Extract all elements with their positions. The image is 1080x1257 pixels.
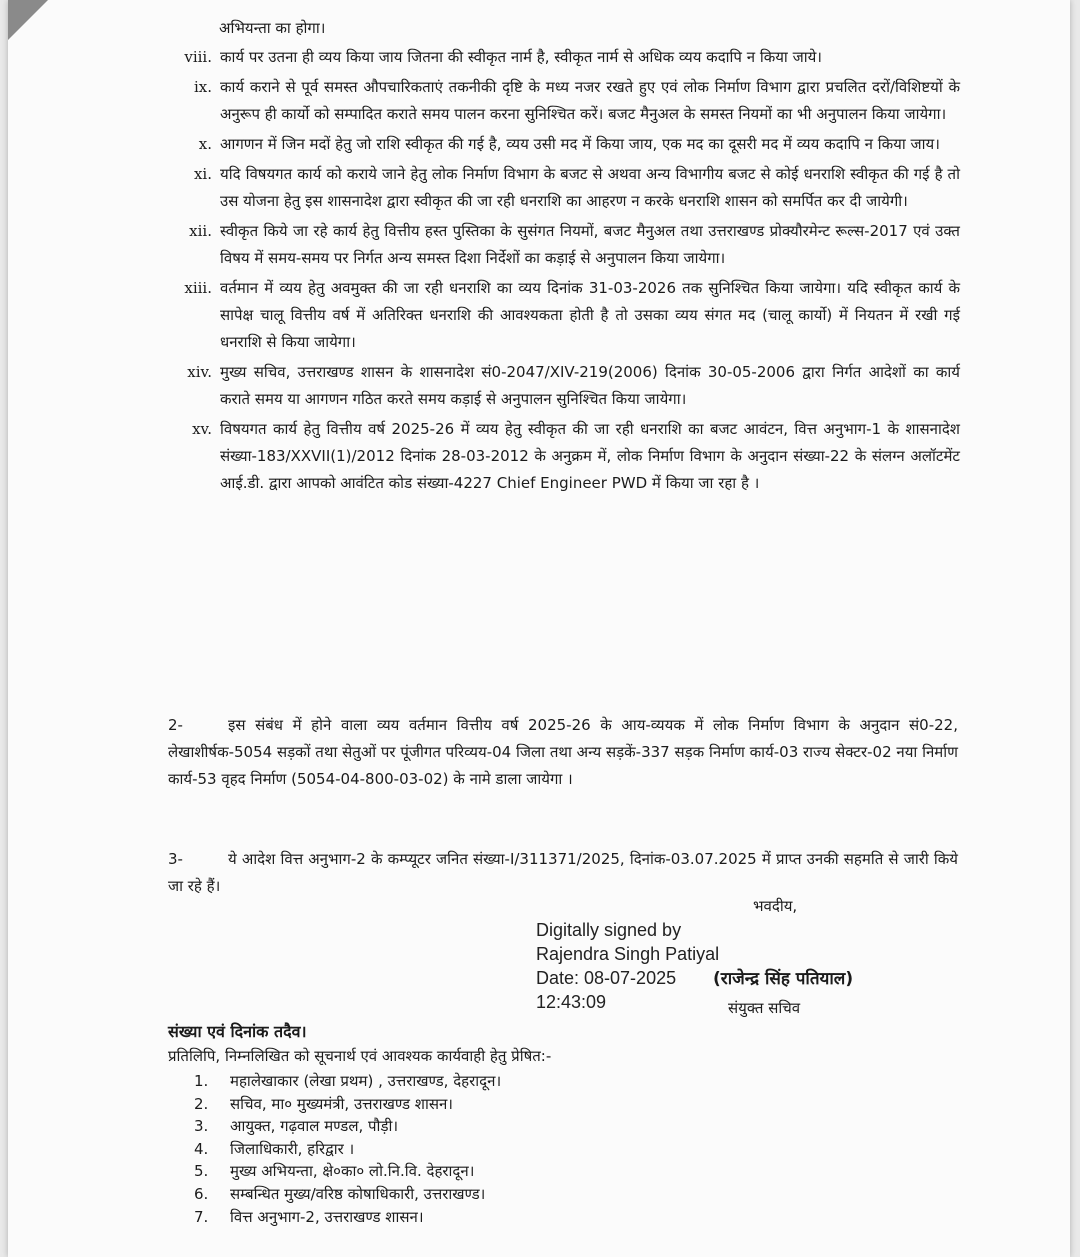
clause-text: विषयगत कार्य हेतु वित्तीय वर्ष 2025-26 में व्यय हेतु स्वीकृत की जा रही धनराशि का बजट आवंटन, वित्त अनुभाग-1 के शासनादेश संख्या-183/XXVII(1)/2012 दिनांक 28-03-2012 के अनुक्रम में, लोक निर्माण विभाग के अनुदान संख्या-22 के संलग्न अलॉटमेंट आई.डी. द्वारा आपको आवंटित कोड संख्या-4227 Chief Engineer PWD में किया जा रहा है ।: [220, 420, 960, 492]
copy-intro: प्रतिलिपि, निम्नलिखित को सूचनार्थ एवं आवश्यक कार्यवाही हेतु प्रेषित:-: [168, 1047, 552, 1065]
clause-number: xi.: [193, 165, 212, 183]
clause-number: ix.: [193, 78, 212, 96]
list-number: 4.: [194, 1139, 209, 1158]
signature-line: Rajendra Singh Patiyal: [536, 944, 720, 964]
signer-designation: संयुक्त सचिव: [728, 999, 801, 1017]
list-item: [194, 1206, 501, 1229]
document-page: [8, 0, 1070, 1257]
clause-text: यदि विषयगत कार्य को कराये जाने हेतु लोक निर्माण विभाग के बजट से अथवा अन्य विभागीय बजट से कोई धनराशि स्वीकृत की गई है तो उस योजना हेतु इस शासनादेश द्वारा स्वीकृत की जा रही धनराशि का आहरण न करके धनराशि शासन को समर्पित कर दी जायेगी।: [220, 165, 960, 210]
list-item: [194, 1138, 501, 1161]
reference-line: संख्या एवं दिनांक तदैव।: [168, 1022, 307, 1041]
closing-salutation: भवदीय,: [753, 897, 798, 915]
clause-text: वर्तमान में व्यय हेतु अवमुक्त की जा रही धनराशि का व्यय दिनांक 31-03-2026 तक सुनिश्चित किया जायेगा। यदि स्वीकृत कार्य के सापेक्ष चालू वित्तीय वर्ष में अतिरिक्त धनराशि की आवश्यकता होती है तो उसका व्यय संगत मद (चालू कार्यो) में नियतन में रखी गई धनराशि से किया जायेगा।: [220, 279, 960, 351]
list-item: [194, 1183, 501, 1206]
clause-list: [168, 44, 968, 500]
list-text: वित्त अनुभाग-2, उत्तराखण्ड शासन।: [230, 1207, 424, 1226]
list-number: 7.: [194, 1207, 209, 1226]
clause-number: xv.: [192, 420, 212, 438]
clause-text: कार्य पर उतना ही व्यय किया जाय जितना की स्वीकृत नार्म है, स्वीकृत नार्म से अधिक व्यय कदापि न किया जाये।: [220, 48, 822, 66]
signer-name: (राजेन्द्र सिंह पतियाल): [713, 969, 854, 989]
clause-text: आगणन में जिन मदों हेतु जो राशि स्वीकृत की गई है, व्यय उसी मद में किया जाय, एक मद का दूसरी मद में व्यय कदापि न किया जाय।: [220, 135, 940, 153]
list-item: [194, 1160, 501, 1183]
list-number: 2.: [194, 1094, 209, 1113]
clause-number: x.: [198, 135, 212, 153]
clause-number: xiv.: [187, 363, 212, 381]
signature-line: Date: 08-07-2025: [536, 968, 677, 988]
clause-item: [168, 74, 968, 128]
paragraph-number: 3-: [168, 850, 183, 868]
clause-item: [168, 218, 968, 272]
paragraph-3: [168, 846, 958, 900]
clause-number: viii.: [184, 48, 212, 66]
list-text: महालेखाकार (लेखा प्रथम) , उत्तराखण्ड, देहरादून।: [230, 1072, 502, 1090]
signature-line: Digitally signed by: [536, 920, 682, 940]
paragraph-number: 2-: [168, 716, 183, 734]
paragraph-2: [168, 712, 958, 793]
clause-number: xiii.: [184, 279, 212, 297]
clause-item: [168, 359, 968, 413]
paragraph-text: ये आदेश वित्त अनुभाग-2 के कम्प्यूटर जनित संख्या-I/311371/2025, दिनांक-03.07.2025 में प्राप्त उनकी सहमति से जारी किये जा रहे हैं।: [168, 850, 958, 895]
clause-item: [168, 275, 968, 356]
list-item: [194, 1093, 501, 1116]
clause-item: [168, 131, 968, 158]
list-text: जिलाधिकारी, हरिद्वार ।: [230, 1139, 355, 1158]
list-text: सम्बन्धित मुख्य/वरिष्ठ कोषाधिकारी, उत्तराखण्ड।: [230, 1184, 486, 1203]
clause-item: [168, 416, 968, 497]
list-item: [194, 1070, 501, 1093]
clause-text: स्वीकृत किये जा रहे कार्य हेतु वित्तीय हस्त पुस्तिका के सुसंगत नियमों, बजट मैनुअल तथा उत्तराखण्ड प्रोक्यौरमेन्ट रूल्स-2017 एवं उक्त विषय में समय-समय पर निर्गत अन्य समस्त दिशा निर्देशों का कड़ाई से अनुपालन किया जायेगा।: [220, 222, 960, 267]
list-text: मुख्य अभियन्ता, क्षे०का० लो.नि.वि. देहरादून।: [230, 1162, 475, 1181]
document-content: [8, 0, 1070, 1257]
list-number: 3.: [194, 1117, 209, 1136]
continued-line: अभियन्ता का होगा।: [219, 19, 326, 37]
list-number: 6.: [194, 1184, 209, 1203]
list-text: सचिव, मा० मुख्यमंत्री, उत्तराखण्ड शासन।: [230, 1094, 453, 1113]
list-number: 1.: [194, 1072, 209, 1090]
list-text: आयुक्त, गढ़वाल मण्डल, पौड़ी।: [230, 1117, 399, 1136]
list-item: [194, 1115, 501, 1138]
clause-item: [168, 161, 968, 215]
clause-number: xii.: [189, 222, 212, 240]
digital-signature-block: [536, 918, 719, 1014]
signature-line: 12:43:09: [536, 992, 607, 1012]
clause-text: कार्य कराने से पूर्व समस्त औपचारिकताएं तकनीकी दृष्टि के मध्य नजर रखते हुए एवं लोक निर्माण विभाग द्वारा प्रचलित दरों/विशिष्टयों के अनुरूप ही कार्यो को सम्पादित कराते समय पालन करना सुनिश्चित करें। बजट मैनुअल के समस्त नियमों का भी अनुपालन किया जायेगा।: [220, 78, 960, 123]
list-number: 5.: [194, 1162, 209, 1181]
clause-text: मुख्य सचिव, उत्तराखण्ड शासन के शासनादेश सं0-2047/XIV-219(2006) दिनांक 30-05-2006 द्वारा निर्गत आदेशों का कार्य कराते समय या आगणन गठित करते समय कड़ाई से अनुपालन सुनिश्चित किया जायेगा।: [220, 363, 960, 408]
clause-item: [168, 44, 968, 71]
paragraph-text: इस संबंध में होने वाला व्यय वर्तमान वित्तीय वर्ष 2025-26 के आय-व्ययक में लोक निर्माण विभाग के अनुदान सं0-22, लेखाशीर्षक-5054 सड़कों तथा सेतुओं पर पूंजीगत परिव्यय-04 जिला तथा अन्य सड़कें-337 सड़क निर्माण कार्य-03 राज्य सेक्टर-02 नया निर्माण कार्य-53 वृहद निर्माण (5054-04-800-03-02) के नामे डाला जायेगा ।: [168, 716, 958, 788]
copy-recipient-list: [194, 1070, 501, 1228]
